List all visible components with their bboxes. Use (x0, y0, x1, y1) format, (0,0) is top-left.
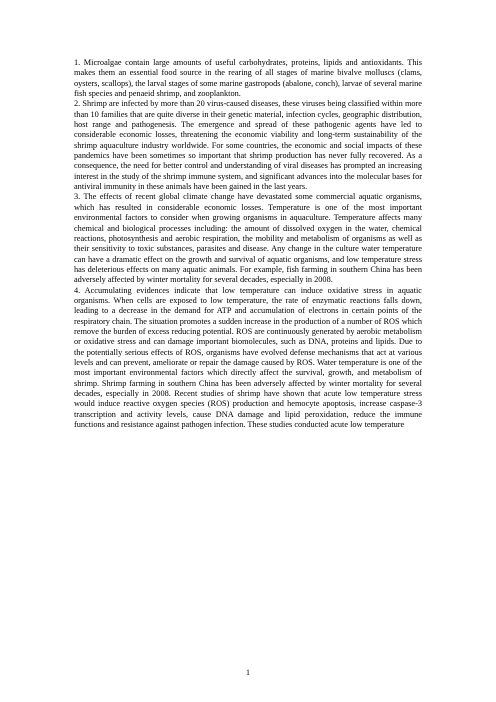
page-number: 1 (246, 668, 250, 677)
paragraph-3: 3. The effects of recent global climate change have devastated some commercial aquatic organisms, which has resulted in considerable economic losses. Temperature is one of the most important environmental factors to consider when growing organisms in aquaculture. Temperature affects many chemical and biological processes including: the amount of dissolved oxygen in the water, chemical reactions, photosynthesis and aerobic respiration, the mobility and metabolism of organisms as well as their sensitivity to toxic substances, parasites and disease. Any change in the culture water temperature can have a dramatic effect on the growth and survival of aquatic organisms, and low temperature stress has deleterious effects on many aquatic animals. For example, fish farming in southern China has been adversely affected by winter mortality for several decades, especially in 2008. (74, 192, 422, 285)
paragraph-2: 2. Shrimp are infected by more than 20 virus-caused diseases, these viruses being classified within more than 10 families that are quite diverse in their genetic material, infection cycles, geographic distribution, host range and pathogenesis. The emergence and spread of these pathogenic agents have led to considerable economic losses, threatening the economic viability and long-term sustainability of the shrimp aquaculture industry worldwide. For some countries, the economic and social impacts of these pandemics have been sometimes so important that shrimp production has never fully recovered. As a consequence, the need for better control and understanding of viral diseases has prompted an increasing interest in the study of the shrimp immune system, and significant advances into the molecular bases for antiviral immunity in these animals have been gained in the last years. (74, 99, 422, 192)
document-body (74, 58, 422, 430)
paragraph-1: 1. Microalgae contain large amounts of useful carbohydrates, proteins, lipids and antioxidants. This makes them an essential food source in the rearing of all stages of marine bivalve molluscs (clams, oysters, scallops), the larval stages of some marine gastropods (abalone, conch), larvae of several marine fish species and penaeid shrimp, and zooplankton. (74, 58, 422, 99)
paragraph-4: 4. Accumulating evidences indicate that low temperature can induce oxidative stress in aquatic organisms. When cells are exposed to low temperature, the rate of enzymatic reactions falls down, leading to a decrease in the demand for ATP and accumulation of electrons in certain points of the respiratory chain. The situation promotes a sudden increase in the production of a number of ROS which remove the burden of excess reducing potential. ROS are continuously generated by aerobic metabolism or oxidative stress and can damage important biomolecules, such as DNA, proteins and lipids. Due to the potentially serious effects of ROS, organisms have evolved defense mechanisms that act at various levels and can prevent, ameliorate or repair the damage caused by ROS. Water temperature is one of the most important environmental factors which directly affect the survival, growth, and metabolism of shrimp. Shrimp farming in southern China has been adversely affected by winter mortality for several decades, especially in 2008. Recent studies of shrimp have shown that acute low temperature stress would induce reactive oxygen species (ROS) production and hemocyte apoptosis, increase caspase-3 transcription and activity levels, cause DNA damage and lipid peroxidation, reduce the immune functions and resistance against pathogen infection. These studies conducted acute low temperature (74, 285, 422, 430)
